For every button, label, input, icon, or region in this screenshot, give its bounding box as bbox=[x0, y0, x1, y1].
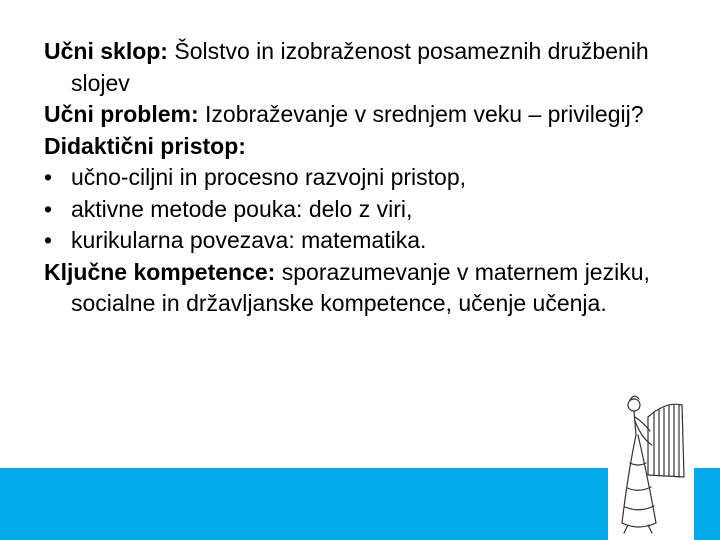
learning-problem-line bbox=[44, 99, 674, 131]
key-competences-text: sporazumevanje v maternem jeziku, socialne in državljanske kompetence, učenje učenja. bbox=[71, 258, 650, 316]
bullet-icon: • bbox=[44, 227, 53, 253]
bullet-item bbox=[44, 225, 674, 257]
learning-problem-text: Izobraževanje v srednjem veku – privilegij? bbox=[198, 101, 644, 127]
bullet-text: aktivne metode pouka: delo z viri, bbox=[71, 195, 413, 222]
bullet-item bbox=[44, 194, 674, 226]
key-competences-label: Ključne kompetence: bbox=[44, 258, 276, 285]
bullet-text: učno-ciljni in procesno razvojni pristop, bbox=[71, 164, 467, 190]
learning-unit-line bbox=[44, 36, 674, 99]
slide-content bbox=[44, 36, 674, 320]
bullet-icon: • bbox=[44, 164, 53, 190]
didactic-approach-heading: Didaktični pristop: bbox=[44, 132, 246, 159]
harp-figure-illustration bbox=[608, 383, 694, 540]
key-competences-line bbox=[44, 257, 674, 320]
learning-problem-label: Učni problem: bbox=[44, 101, 199, 127]
learning-unit-text: Šolstvo in izobraženost posameznih družbenih slojev bbox=[71, 38, 649, 96]
bullet-icon: • bbox=[44, 195, 53, 222]
harp-figure-icon bbox=[608, 383, 694, 540]
learning-unit-label: Učni sklop: bbox=[44, 38, 168, 64]
bullet-text: kurikularna povezava: matematika. bbox=[71, 227, 427, 253]
bullet-item bbox=[44, 162, 674, 194]
